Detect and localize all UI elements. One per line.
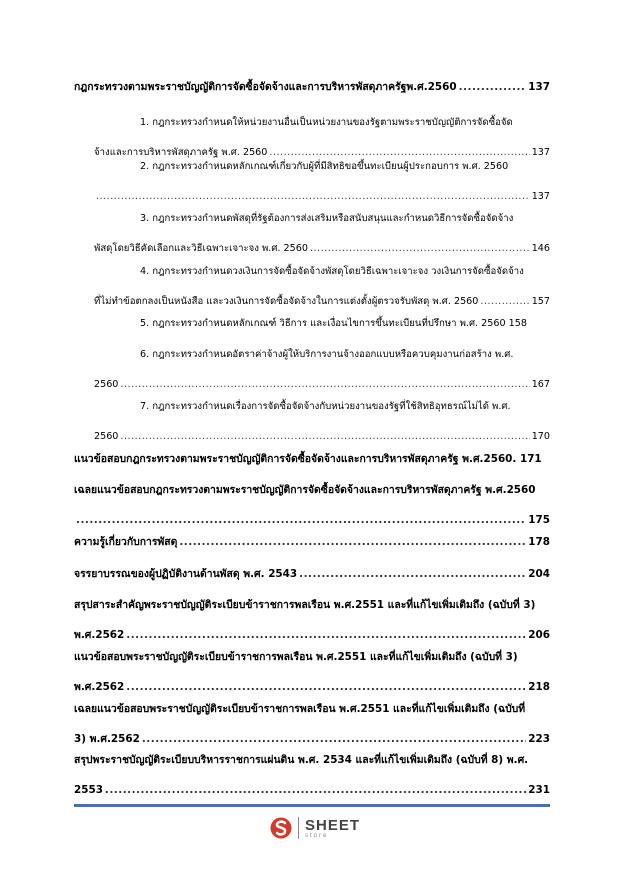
toc-entry-title: 7. กฎกระทรวงกำหนดเรื่องการจัดซื้อจัดจ้างกับหน่วยงานของรัฐที่ใช้สิทธิอุทธรณ์ไม่ได้ พ.ศ.: [140, 401, 511, 412]
toc-entry-title: เฉลยแนวข้อสอบกฎกระทรวงตามพระราชบัญญัติการจัดซื้อจัดจ้างและการบริหารพัสดุภาครัฐ พ.ศ.2560: [74, 484, 536, 496]
toc-entry[interactable]: [74, 590, 550, 650]
toc-line: [94, 257, 550, 287]
toc-line: [74, 745, 550, 775]
dot-leader: [459, 72, 527, 102]
footer-rule: [74, 804, 550, 807]
toc-page-number: 204: [528, 568, 550, 580]
logo-brand-sub: store: [305, 832, 329, 839]
logo-brand-name: SHEET: [305, 816, 361, 834]
sheet-store-logo: [270, 816, 360, 840]
toc-entry-title: 5. กฎกระทรวงกำหนดหลักเกณฑ์ วิธีการ และเงื่อนไขการขึ้นทะเบียนที่ปรึกษา พ.ศ. 2560 158: [140, 318, 527, 329]
toc-entry-title: ความรู้เกี่ยวกับการพัสดุ: [74, 536, 178, 548]
toc-line: [74, 72, 550, 102]
toc-entry-title: 2560: [94, 431, 119, 442]
logo-wordmark: [305, 818, 360, 839]
toc-entry[interactable]: [74, 475, 550, 535]
toc-entry-title: พัสดุโดยวิธีคัดเลือกและวิธีเฉพาะเจาะจง พ.ศ. 2560: [94, 243, 308, 254]
toc-entry[interactable]: [74, 72, 550, 102]
toc-page-number: 137: [528, 81, 550, 93]
toc-line: [74, 775, 550, 805]
toc-entry-title: 2. กฎกระทรวงกำหนดหลักเกณฑ์เกี่ยวกับผู้ที่มีสิทธิขอขึ้นทะเบียนผู้ประกอบการ พ.ศ. 2560: [140, 161, 509, 172]
toc-entry-title: แนวข้อสอบกฎกระทรวงตามพระราชบัญญัติการจัดซื้อจัดจ้างและการบริหารพัสดุภาครัฐ พ.ศ.2560. 171: [74, 453, 542, 465]
toc-entry-title: สรุปพระราชบัญญัติระเบียบบริหารราชการแผ่นดิน พ.ศ. 2534 และที่แก้ไขเพิ่มเติมถึง (ฉบับที่ 8) พ.ศ.: [74, 754, 529, 766]
toc-entry-title: สรุปสาระสำคัญพระราชบัญญัติระเบียบข้าราชการพลเรือน พ.ศ.2551 และที่แก้ไขเพิ่มเติมถึง (ฉบับที่ 3): [74, 599, 536, 611]
sheet-s-icon: [270, 816, 292, 840]
toc-entry-title: 2560: [94, 379, 119, 390]
dot-leader: [299, 559, 526, 589]
logo-divider: [298, 817, 299, 839]
toc-entry-title: พ.ศ.2562: [74, 681, 125, 693]
toc-entry-title: 1. กฎกระทรวงกำหนดให้หน่วยงานอื่นเป็นหน่วยงานของรัฐตามพระราชบัญญัติการจัดซื้อจัด: [140, 117, 513, 128]
dot-leader: [105, 775, 526, 805]
toc-entry-title: พ.ศ.2562: [74, 629, 125, 641]
toc-page-number: 178: [528, 536, 550, 548]
toc-page-number: 167: [531, 379, 550, 390]
toc-entry-title: จรรยาบรรณของผู้ปฏิบัติงานด้านพัสดุ พ.ศ. 2543: [74, 568, 298, 580]
toc-page-number: 206: [528, 629, 550, 641]
dot-leader: [179, 527, 526, 557]
toc-entry[interactable]: [74, 444, 550, 474]
toc-entry-title: แนวข้อสอบพระราชบัญญัติระเบียบข้าราชการพลเรือน พ.ศ.2551 และที่แก้ไขเพิ่มเติมถึง (ฉบับที่ 3): [74, 651, 518, 663]
toc-page-number: 231: [528, 784, 550, 796]
toc-entry-title: 3. กฎกระทรวงกำหนดพัสดุที่รัฐต้องการส่งเสริมหรือสนับสนุนและกำหนดวิธีการจัดซื้อจัดจ้าง: [140, 213, 514, 224]
toc-line: [94, 108, 550, 138]
toc-line: [74, 590, 550, 620]
toc-entry-title: 2553: [74, 784, 103, 796]
toc-line: [74, 642, 550, 672]
toc-line: [74, 694, 550, 724]
toc-line: [94, 309, 550, 339]
toc-page-number: 146: [531, 243, 550, 254]
toc-line: [94, 152, 550, 182]
toc-page-number: 223: [528, 733, 550, 745]
toc-entry-title: เฉลยแนวข้อสอบพระราชบัญญัติระเบียบข้าราชการพลเรือน พ.ศ.2551 และที่แก้ไขเพิ่มเติมถึง (ฉบับที่: [74, 703, 526, 715]
toc-entry[interactable]: [94, 204, 550, 264]
toc-line: [94, 392, 550, 422]
toc-entry[interactable]: [94, 152, 550, 212]
toc-page-number: 218: [528, 681, 550, 693]
toc-line: [74, 475, 550, 505]
toc-page-number: 157: [531, 296, 550, 307]
toc-entry[interactable]: [94, 257, 550, 317]
toc-line: [74, 559, 550, 589]
toc-entry[interactable]: [94, 340, 550, 400]
toc-page-number: 137: [531, 147, 550, 158]
toc-line: [94, 204, 550, 234]
toc-entry-title: จ้างและการบริหารพัสดุภาครัฐ พ.ศ. 2560: [94, 147, 268, 158]
toc-page-number: 137: [531, 191, 550, 202]
toc-entry[interactable]: [94, 392, 550, 452]
toc-line: [74, 444, 550, 474]
toc-line: [74, 527, 550, 557]
toc-entry-title: 4. กฎกระทรวงกำหนดวงเงินการจัดซื้อจัดจ้างพัสดุโดยวิธีเฉพาะเจาะจง วงเงินการจัดซื้อจัดจ้าง: [140, 266, 524, 277]
toc-page-number: 175: [528, 514, 550, 526]
toc-page-number: 170: [531, 431, 550, 442]
toc-entry-title: 6. กฎกระทรวงกำหนดอัตราค่าจ้างผู้ให้บริการงานจ้างออกแบบหรือควบคุมงานก่อสร้าง พ.ศ.: [140, 349, 514, 360]
toc-entry-title: 3) พ.ศ.2562: [74, 733, 140, 745]
toc-entry[interactable]: [74, 642, 550, 702]
toc-entry[interactable]: [74, 745, 550, 805]
toc-entry[interactable]: [74, 559, 550, 589]
toc-entry-title: กฎกระทรวงตามพระราชบัญญัติการจัดซื้อจัดจ้างและการบริหารพัสดุภาครัฐพ.ศ.2560: [74, 81, 457, 93]
toc-entry-title: ที่ไม่ทำข้อตกลงเป็นหนังสือ และวงเงินการจัดซื้อจัดจ้างในการแต่งตั้งผู้ตรวจรับพัสดุ พ.ศ. 2560: [94, 296, 479, 307]
toc-entry[interactable]: [94, 309, 550, 339]
toc-entry[interactable]: [74, 527, 550, 557]
toc-line: [94, 340, 550, 370]
